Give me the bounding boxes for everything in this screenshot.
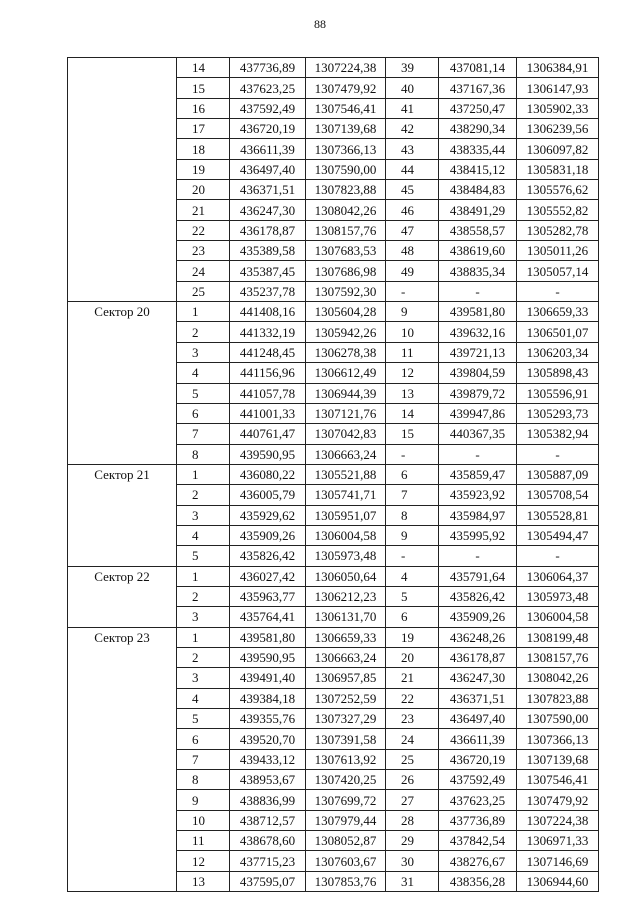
point-number-cell: 3 <box>177 668 230 688</box>
point-number-cell: 31 <box>386 871 439 891</box>
point-number-cell: 19 <box>177 159 230 179</box>
y-coordinate-cell: 1307683,53 <box>306 241 386 261</box>
y-coordinate-cell: 1307224,38 <box>306 58 386 78</box>
y-coordinate-cell: 1305942,26 <box>306 322 386 342</box>
point-number-cell: 15 <box>386 424 439 444</box>
x-coordinate-cell: 435826,42 <box>230 546 306 566</box>
y-coordinate-cell: 1306659,33 <box>517 302 599 322</box>
point-number-cell: 5 <box>177 709 230 729</box>
y-coordinate-cell: 1305741,71 <box>306 485 386 505</box>
y-coordinate-cell: 1306004,58 <box>517 607 599 627</box>
sector-label: Сектор 20 <box>68 302 177 465</box>
table-row <box>68 58 599 78</box>
y-coordinate-cell: 1308052,87 <box>306 831 386 851</box>
point-number-cell: 5 <box>177 383 230 403</box>
point-number-cell: 2 <box>177 647 230 667</box>
point-number-cell: 11 <box>177 831 230 851</box>
x-coordinate-cell: 438290,34 <box>439 119 517 139</box>
x-coordinate-cell: 439581,80 <box>439 302 517 322</box>
point-number-cell: - <box>386 281 439 301</box>
y-coordinate-cell: - <box>517 444 599 464</box>
y-coordinate-cell: 1306944,60 <box>517 871 599 891</box>
y-coordinate-cell: 1307366,13 <box>517 729 599 749</box>
sector-label <box>68 58 177 302</box>
y-coordinate-cell: 1306944,39 <box>306 383 386 403</box>
x-coordinate-cell: - <box>439 546 517 566</box>
point-number-cell: 1 <box>177 464 230 484</box>
y-coordinate-cell: 1307479,92 <box>517 790 599 810</box>
coordinates-table <box>67 57 599 892</box>
y-coordinate-cell: 1308042,26 <box>517 668 599 688</box>
x-coordinate-cell: 439947,86 <box>439 403 517 423</box>
point-number-cell: 20 <box>177 180 230 200</box>
point-number-cell: 21 <box>177 200 230 220</box>
y-coordinate-cell: 1307479,92 <box>306 78 386 98</box>
x-coordinate-cell: 441332,19 <box>230 322 306 342</box>
x-coordinate-cell: 435387,45 <box>230 261 306 281</box>
x-coordinate-cell: 437592,49 <box>439 770 517 790</box>
point-number-cell: 42 <box>386 119 439 139</box>
x-coordinate-cell: 441408,16 <box>230 302 306 322</box>
x-coordinate-cell: 439520,70 <box>230 729 306 749</box>
y-coordinate-cell: 1305011,26 <box>517 241 599 261</box>
y-coordinate-cell: 1307121,76 <box>306 403 386 423</box>
x-coordinate-cell: 438712,57 <box>230 810 306 830</box>
y-coordinate-cell: 1306239,56 <box>517 119 599 139</box>
x-coordinate-cell: 439879,72 <box>439 383 517 403</box>
x-coordinate-cell: 437081,14 <box>439 58 517 78</box>
point-number-cell: 40 <box>386 78 439 98</box>
y-coordinate-cell: 1305282,78 <box>517 220 599 240</box>
point-number-cell: 9 <box>386 302 439 322</box>
point-number-cell: 30 <box>386 851 439 871</box>
y-coordinate-cell: 1307590,00 <box>306 159 386 179</box>
x-coordinate-cell: 438619,60 <box>439 241 517 261</box>
point-number-cell: 5 <box>386 586 439 606</box>
x-coordinate-cell: 436371,51 <box>439 688 517 708</box>
x-coordinate-cell: 438836,99 <box>230 790 306 810</box>
sector-label: Сектор 22 <box>68 566 177 627</box>
point-number-cell: 4 <box>177 363 230 383</box>
x-coordinate-cell: 437623,25 <box>230 78 306 98</box>
x-coordinate-cell: 439355,76 <box>230 709 306 729</box>
x-coordinate-cell: 437715,23 <box>230 851 306 871</box>
point-number-cell: 1 <box>177 566 230 586</box>
y-coordinate-cell: 1306663,24 <box>306 444 386 464</box>
point-number-cell: 12 <box>177 851 230 871</box>
x-coordinate-cell: 436005,79 <box>230 485 306 505</box>
x-coordinate-cell: 437736,89 <box>230 58 306 78</box>
point-number-cell: 39 <box>386 58 439 78</box>
y-coordinate-cell: 1305887,09 <box>517 464 599 484</box>
point-number-cell: 4 <box>177 525 230 545</box>
point-number-cell: 44 <box>386 159 439 179</box>
y-coordinate-cell: 1305521,88 <box>306 464 386 484</box>
y-coordinate-cell: 1306131,70 <box>306 607 386 627</box>
point-number-cell: 8 <box>177 444 230 464</box>
x-coordinate-cell: 435923,92 <box>439 485 517 505</box>
x-coordinate-cell: 435237,78 <box>230 281 306 301</box>
point-number-cell: 2 <box>177 322 230 342</box>
point-number-cell: 10 <box>386 322 439 342</box>
x-coordinate-cell: 439804,59 <box>439 363 517 383</box>
y-coordinate-cell: 1307823,88 <box>306 180 386 200</box>
x-coordinate-cell: 438558,57 <box>439 220 517 240</box>
y-coordinate-cell: 1305604,28 <box>306 302 386 322</box>
table-row <box>68 464 599 484</box>
x-coordinate-cell: 438678,60 <box>230 831 306 851</box>
x-coordinate-cell: 438356,28 <box>439 871 517 891</box>
y-coordinate-cell: 1305902,33 <box>517 98 599 118</box>
y-coordinate-cell: 1308199,48 <box>517 627 599 647</box>
y-coordinate-cell: 1306971,33 <box>517 831 599 851</box>
y-coordinate-cell: 1307590,00 <box>517 709 599 729</box>
sector-label: Сектор 21 <box>68 464 177 566</box>
x-coordinate-cell: - <box>439 444 517 464</box>
sector-label: Сектор 23 <box>68 627 177 891</box>
y-coordinate-cell: 1305494,47 <box>517 525 599 545</box>
y-coordinate-cell: 1307603,67 <box>306 851 386 871</box>
y-coordinate-cell: 1307366,13 <box>306 139 386 159</box>
y-coordinate-cell: 1305382,94 <box>517 424 599 444</box>
y-coordinate-cell: 1306203,34 <box>517 342 599 362</box>
y-coordinate-cell: 1307979,44 <box>306 810 386 830</box>
y-coordinate-cell: 1307420,25 <box>306 770 386 790</box>
x-coordinate-cell: 435963,77 <box>230 586 306 606</box>
x-coordinate-cell: 436371,51 <box>230 180 306 200</box>
y-coordinate-cell: 1307853,76 <box>306 871 386 891</box>
x-coordinate-cell: 435909,26 <box>439 607 517 627</box>
x-coordinate-cell: 435764,41 <box>230 607 306 627</box>
point-number-cell: 15 <box>177 78 230 98</box>
x-coordinate-cell: 436497,40 <box>439 709 517 729</box>
y-coordinate-cell: 1307139,68 <box>306 119 386 139</box>
x-coordinate-cell: 435929,62 <box>230 505 306 525</box>
table-row <box>68 627 599 647</box>
point-number-cell: 1 <box>177 627 230 647</box>
y-coordinate-cell: - <box>517 281 599 301</box>
y-coordinate-cell: 1307391,58 <box>306 729 386 749</box>
y-coordinate-cell: 1307146,69 <box>517 851 599 871</box>
x-coordinate-cell: 439632,16 <box>439 322 517 342</box>
x-coordinate-cell: 436247,30 <box>230 200 306 220</box>
y-coordinate-cell: 1307699,72 <box>306 790 386 810</box>
point-number-cell: 7 <box>386 485 439 505</box>
y-coordinate-cell: 1307546,41 <box>306 98 386 118</box>
point-number-cell: 6 <box>386 607 439 627</box>
x-coordinate-cell: 436497,40 <box>230 159 306 179</box>
table-row <box>68 566 599 586</box>
point-number-cell: 45 <box>386 180 439 200</box>
x-coordinate-cell: 435859,47 <box>439 464 517 484</box>
point-number-cell: 6 <box>386 464 439 484</box>
point-number-cell: 1 <box>177 302 230 322</box>
y-coordinate-cell: 1308157,76 <box>517 647 599 667</box>
x-coordinate-cell: 438335,44 <box>439 139 517 159</box>
y-coordinate-cell: 1306064,37 <box>517 566 599 586</box>
y-coordinate-cell: 1305973,48 <box>306 546 386 566</box>
point-number-cell: 9 <box>177 790 230 810</box>
point-number-cell: 4 <box>386 566 439 586</box>
point-number-cell: 6 <box>177 403 230 423</box>
y-coordinate-cell: 1306147,93 <box>517 78 599 98</box>
x-coordinate-cell: 436248,26 <box>439 627 517 647</box>
point-number-cell: 19 <box>386 627 439 647</box>
x-coordinate-cell: 439581,80 <box>230 627 306 647</box>
y-coordinate-cell: 1305528,81 <box>517 505 599 525</box>
x-coordinate-cell: 441057,78 <box>230 383 306 403</box>
point-number-cell: 16 <box>177 98 230 118</box>
y-coordinate-cell: 1307823,88 <box>517 688 599 708</box>
x-coordinate-cell: 441156,96 <box>230 363 306 383</box>
point-number-cell: 23 <box>386 709 439 729</box>
y-coordinate-cell: 1306663,24 <box>306 647 386 667</box>
y-coordinate-cell: 1305057,14 <box>517 261 599 281</box>
x-coordinate-cell: 437736,89 <box>439 810 517 830</box>
y-coordinate-cell: 1305831,18 <box>517 159 599 179</box>
point-number-cell: 49 <box>386 261 439 281</box>
x-coordinate-cell: 439721,13 <box>439 342 517 362</box>
point-number-cell: 17 <box>177 119 230 139</box>
point-number-cell: 46 <box>386 200 439 220</box>
y-coordinate-cell: - <box>517 546 599 566</box>
x-coordinate-cell: 436611,39 <box>439 729 517 749</box>
point-number-cell: 3 <box>177 505 230 525</box>
point-number-cell: 24 <box>386 729 439 749</box>
x-coordinate-cell: 438491,29 <box>439 200 517 220</box>
point-number-cell: 18 <box>177 139 230 159</box>
x-coordinate-cell: 436178,87 <box>439 647 517 667</box>
y-coordinate-cell: 1305293,73 <box>517 403 599 423</box>
y-coordinate-cell: 1307327,29 <box>306 709 386 729</box>
y-coordinate-cell: 1306659,33 <box>306 627 386 647</box>
x-coordinate-cell: 441001,33 <box>230 403 306 423</box>
point-number-cell: 4 <box>177 688 230 708</box>
point-number-cell: 22 <box>386 688 439 708</box>
point-number-cell: 6 <box>177 729 230 749</box>
point-number-cell: 5 <box>177 546 230 566</box>
point-number-cell: 27 <box>386 790 439 810</box>
point-number-cell: 25 <box>386 749 439 769</box>
table-row <box>68 302 599 322</box>
x-coordinate-cell: 438835,34 <box>439 261 517 281</box>
x-coordinate-cell: 437623,25 <box>439 790 517 810</box>
x-coordinate-cell: 436080,22 <box>230 464 306 484</box>
x-coordinate-cell: 436611,39 <box>230 139 306 159</box>
point-number-cell: 3 <box>177 607 230 627</box>
x-coordinate-cell: 435909,26 <box>230 525 306 545</box>
x-coordinate-cell: 436720,19 <box>230 119 306 139</box>
point-number-cell: 2 <box>177 485 230 505</box>
x-coordinate-cell: 439384,18 <box>230 688 306 708</box>
point-number-cell: 8 <box>386 505 439 525</box>
y-coordinate-cell: 1307613,92 <box>306 749 386 769</box>
point-number-cell: 13 <box>386 383 439 403</box>
y-coordinate-cell: 1306501,07 <box>517 322 599 342</box>
y-coordinate-cell: 1306050,64 <box>306 566 386 586</box>
y-coordinate-cell: 1306384,91 <box>517 58 599 78</box>
y-coordinate-cell: 1305552,82 <box>517 200 599 220</box>
y-coordinate-cell: 1307546,41 <box>517 770 599 790</box>
x-coordinate-cell: 435791,64 <box>439 566 517 586</box>
point-number-cell: 9 <box>386 525 439 545</box>
point-number-cell: 28 <box>386 810 439 830</box>
point-number-cell: 41 <box>386 98 439 118</box>
y-coordinate-cell: 1306612,49 <box>306 363 386 383</box>
y-coordinate-cell: 1305973,48 <box>517 586 599 606</box>
x-coordinate-cell: 439491,40 <box>230 668 306 688</box>
point-number-cell: 7 <box>177 749 230 769</box>
point-number-cell: 12 <box>386 363 439 383</box>
point-number-cell: 48 <box>386 241 439 261</box>
point-number-cell: 24 <box>177 261 230 281</box>
point-number-cell: 10 <box>177 810 230 830</box>
x-coordinate-cell: 437167,36 <box>439 78 517 98</box>
y-coordinate-cell: 1305576,62 <box>517 180 599 200</box>
point-number-cell: 11 <box>386 342 439 362</box>
point-number-cell: 22 <box>177 220 230 240</box>
y-coordinate-cell: 1307224,38 <box>517 810 599 830</box>
y-coordinate-cell: 1307042,83 <box>306 424 386 444</box>
y-coordinate-cell: 1306957,85 <box>306 668 386 688</box>
x-coordinate-cell: 441248,45 <box>230 342 306 362</box>
x-coordinate-cell: 438953,67 <box>230 770 306 790</box>
y-coordinate-cell: 1305708,54 <box>517 485 599 505</box>
y-coordinate-cell: 1307139,68 <box>517 749 599 769</box>
point-number-cell: 13 <box>177 871 230 891</box>
point-number-cell: 14 <box>386 403 439 423</box>
x-coordinate-cell: 439590,95 <box>230 647 306 667</box>
point-number-cell: 20 <box>386 647 439 667</box>
x-coordinate-cell: 435389,58 <box>230 241 306 261</box>
x-coordinate-cell: 440367,35 <box>439 424 517 444</box>
point-number-cell: 8 <box>177 770 230 790</box>
point-number-cell: 26 <box>386 770 439 790</box>
page-number: 88 <box>314 17 326 31</box>
x-coordinate-cell: 436247,30 <box>439 668 517 688</box>
x-coordinate-cell: 437842,54 <box>439 831 517 851</box>
point-number-cell: 29 <box>386 831 439 851</box>
point-number-cell: - <box>386 546 439 566</box>
point-number-cell: 3 <box>177 342 230 362</box>
x-coordinate-cell: 439433,12 <box>230 749 306 769</box>
x-coordinate-cell: 437250,47 <box>439 98 517 118</box>
point-number-cell: 21 <box>386 668 439 688</box>
y-coordinate-cell: 1306278,38 <box>306 342 386 362</box>
y-coordinate-cell: 1308042,26 <box>306 200 386 220</box>
x-coordinate-cell: 438415,12 <box>439 159 517 179</box>
x-coordinate-cell: 435984,97 <box>439 505 517 525</box>
y-coordinate-cell: 1305596,91 <box>517 383 599 403</box>
x-coordinate-cell: 437592,49 <box>230 98 306 118</box>
x-coordinate-cell: 439590,95 <box>230 444 306 464</box>
y-coordinate-cell: 1306004,58 <box>306 525 386 545</box>
point-number-cell: 23 <box>177 241 230 261</box>
y-coordinate-cell: 1308157,76 <box>306 220 386 240</box>
point-number-cell: 25 <box>177 281 230 301</box>
x-coordinate-cell: 436178,87 <box>230 220 306 240</box>
y-coordinate-cell: 1307252,59 <box>306 688 386 708</box>
x-coordinate-cell: 436027,42 <box>230 566 306 586</box>
y-coordinate-cell: 1305898,43 <box>517 363 599 383</box>
x-coordinate-cell: - <box>439 281 517 301</box>
x-coordinate-cell: 435826,42 <box>439 586 517 606</box>
y-coordinate-cell: 1306097,82 <box>517 139 599 159</box>
x-coordinate-cell: 438484,83 <box>439 180 517 200</box>
point-number-cell: 43 <box>386 139 439 159</box>
x-coordinate-cell: 437595,07 <box>230 871 306 891</box>
point-number-cell: - <box>386 444 439 464</box>
y-coordinate-cell: 1307592,30 <box>306 281 386 301</box>
point-number-cell: 47 <box>386 220 439 240</box>
x-coordinate-cell: 440761,47 <box>230 424 306 444</box>
y-coordinate-cell: 1306212,23 <box>306 586 386 606</box>
point-number-cell: 7 <box>177 424 230 444</box>
y-coordinate-cell: 1305951,07 <box>306 505 386 525</box>
x-coordinate-cell: 438276,67 <box>439 851 517 871</box>
x-coordinate-cell: 435995,92 <box>439 525 517 545</box>
y-coordinate-cell: 1307686,98 <box>306 261 386 281</box>
point-number-cell: 14 <box>177 58 230 78</box>
x-coordinate-cell: 436720,19 <box>439 749 517 769</box>
point-number-cell: 2 <box>177 586 230 606</box>
